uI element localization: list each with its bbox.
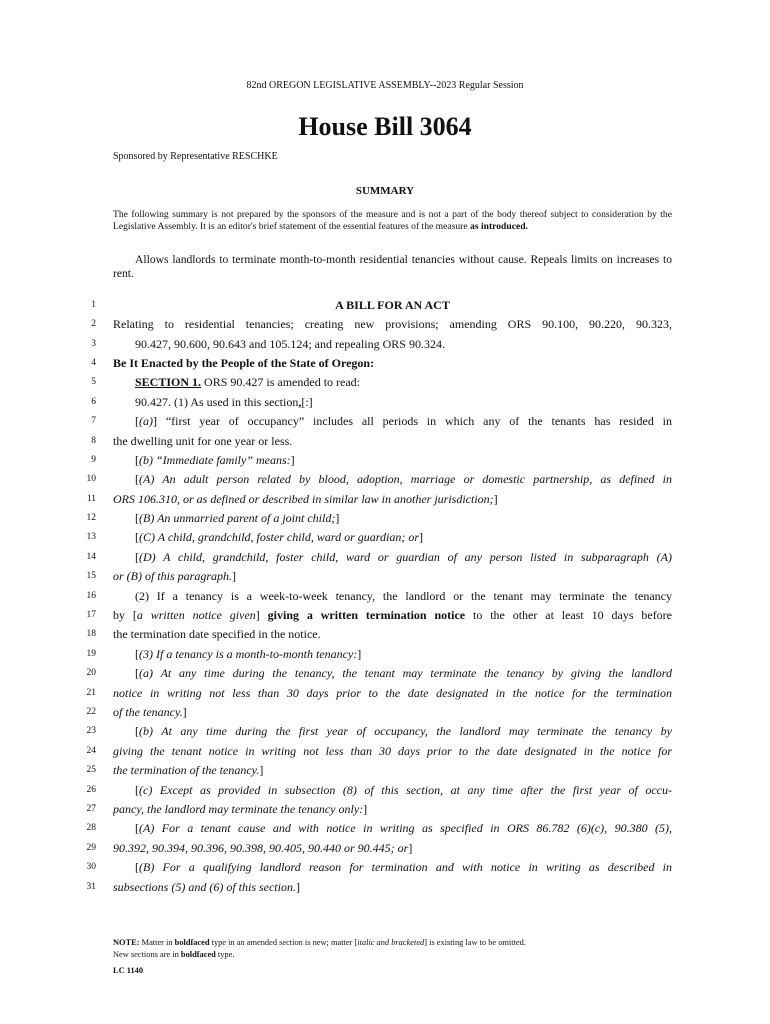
bill-line bbox=[113, 878, 672, 897]
bracket: [ bbox=[135, 724, 139, 738]
bill-line bbox=[113, 761, 672, 780]
line-number: 23 bbox=[86, 726, 96, 736]
note-text: New sections are in bbox=[113, 949, 181, 959]
bill-line: 90.427, 90.600, 90.643 and 105.124; and repealing ORS 90.324. bbox=[135, 337, 445, 351]
bill-line bbox=[113, 781, 672, 800]
line-number: 21 bbox=[86, 688, 96, 698]
note-text: ] is existing law to be omitted. bbox=[424, 938, 526, 947]
deleted-text: (A) An adult person related by blood, adoption, marriage or domestic partnership, as defined in bbox=[139, 472, 672, 486]
line-number: 24 bbox=[86, 746, 96, 756]
line-number: 8 bbox=[91, 436, 96, 446]
bill-line bbox=[113, 839, 672, 858]
bill-text: by [ bbox=[113, 608, 137, 622]
line-number: 1 bbox=[91, 300, 96, 310]
footnote-line bbox=[113, 937, 672, 949]
line-number: 3 bbox=[91, 339, 96, 349]
line-number: 10 bbox=[86, 474, 96, 484]
bill-text: ORS 90.427 is amended to read: bbox=[201, 375, 361, 389]
note-bold: boldfaced bbox=[174, 938, 210, 947]
deleted-text: (B) For a qualifying landlord reason for termination and with notice in writing as described in bbox=[139, 860, 672, 874]
bill-text: ] “first year of occupancy” includes all periods in which any of the tenants has resided in bbox=[153, 414, 672, 428]
bracket: [ bbox=[135, 453, 139, 467]
line-number: 31 bbox=[86, 882, 96, 892]
bill-line bbox=[113, 800, 672, 819]
line-number: 5 bbox=[91, 377, 96, 387]
note-text: type in an amended section is new; matter [ bbox=[209, 938, 358, 947]
bracket: [ bbox=[135, 511, 139, 525]
line-number: 4 bbox=[91, 358, 96, 368]
line-number: 19 bbox=[86, 649, 96, 659]
bill-line bbox=[113, 548, 672, 567]
note-text: type. bbox=[215, 949, 235, 959]
deleted-text: ORS 106.310, or as defined or described in similar law in another jurisdiction; bbox=[113, 492, 494, 506]
bill-line: (2) If a tenancy is a week-to-week tenancy, the landlord or the tenant may terminate the tenancy bbox=[135, 589, 672, 603]
bracket: ] bbox=[290, 453, 295, 467]
summary-heading: SUMMARY bbox=[355, 185, 415, 197]
bracket: ] bbox=[259, 763, 264, 777]
deleted-text: a written notice given bbox=[136, 608, 256, 622]
deleted-text: of the tenancy. bbox=[113, 705, 183, 719]
bracket: ] bbox=[255, 608, 268, 622]
bracket: [ bbox=[135, 860, 139, 874]
line-number: 28 bbox=[86, 823, 96, 833]
line-number: 18 bbox=[86, 629, 96, 639]
bracket: ] bbox=[493, 492, 498, 506]
sponsor-line: Sponsored by Representative RESCHKE bbox=[113, 151, 278, 162]
new-text: , bbox=[298, 395, 302, 409]
deleted-text: (C) A child, grandchild, foster child, ward or guardian; or bbox=[139, 530, 420, 544]
deleted-text: (b) “Immediate family” means: bbox=[139, 453, 291, 467]
deleted-text: (D) A child, grandchild, foster child, ward or guardian of any person listed in subparagraph (A) bbox=[139, 550, 672, 564]
footnote bbox=[113, 937, 672, 960]
note-bold: boldfaced bbox=[180, 949, 216, 959]
bracket: [ bbox=[135, 550, 139, 564]
deleted-text: pancy, the landlord may terminate the tenancy only: bbox=[113, 802, 364, 816]
line-number: 29 bbox=[86, 843, 96, 853]
deleted-text: (b) At any time during the first year of occupancy, the landlord may terminate the tenancy by bbox=[139, 724, 672, 738]
deleted-text: the termination of the tenancy. bbox=[113, 763, 260, 777]
session-header: 82nd OREGON LEGISLATIVE ASSEMBLY--2023 Regular Session bbox=[246, 80, 524, 91]
footnote-line bbox=[113, 949, 672, 961]
bill-line bbox=[113, 819, 672, 838]
deleted-text: (c) Except as provided in subsection (8) of this section, at any time after the first year of occu- bbox=[139, 783, 672, 797]
bill-line bbox=[113, 645, 672, 664]
bracket: [ bbox=[135, 821, 139, 835]
bill-line: Relating to residential tenancies; creating new provisions; amending ORS 90.100, 90.220, 90.323, bbox=[113, 317, 672, 331]
line-number: 12 bbox=[86, 513, 96, 523]
bill-line bbox=[113, 509, 672, 528]
line-number: 30 bbox=[86, 862, 96, 872]
deleted-text: or (B) of this paragraph. bbox=[113, 569, 233, 583]
bill-line bbox=[113, 567, 672, 586]
bill-line bbox=[113, 528, 672, 547]
bracket: [ bbox=[135, 530, 139, 544]
bill-text: to the other at least 10 days before bbox=[465, 608, 672, 622]
line-number: 9 bbox=[91, 455, 96, 465]
bracket: [ bbox=[135, 783, 139, 797]
bill-line bbox=[113, 393, 672, 412]
line-number: 13 bbox=[86, 532, 96, 542]
summary-text: Allows landlords to terminate month-to-month residential tenancies without cause. Repeals limits on increases to rent. bbox=[113, 253, 672, 280]
bracket: ] bbox=[232, 569, 237, 583]
note-italic: italic and bracketed bbox=[357, 938, 425, 947]
line-number: 7 bbox=[91, 416, 96, 426]
bracket: [ bbox=[135, 666, 139, 680]
line-number: 22 bbox=[86, 707, 96, 717]
bracket: ] bbox=[357, 647, 362, 661]
line-number: 27 bbox=[86, 804, 96, 814]
bracket: ] bbox=[363, 802, 368, 816]
deleted-text: (a) At any time during the tenancy, the tenant may terminate the tenancy by giving the landlord bbox=[139, 666, 672, 680]
bill-line bbox=[113, 470, 672, 489]
deleted-text: subsections (5) and (6) of this section. bbox=[113, 880, 296, 894]
bill-line bbox=[113, 703, 672, 722]
bill-line bbox=[113, 722, 672, 741]
deleted-text: (A) For a tenant cause and with notice in writing as specified in ORS 86.782 (6)(c), 90.380 (5), bbox=[139, 821, 672, 835]
line-number: 17 bbox=[86, 610, 96, 620]
bill-line bbox=[113, 490, 672, 509]
bill-line: notice in writing not less than 30 days prior to the date designated in the notice for the termination bbox=[113, 686, 672, 700]
bill-text: 90.427. (1) As used in this section bbox=[135, 395, 299, 409]
line-number: 14 bbox=[86, 552, 96, 562]
deleted-text: [:] bbox=[301, 395, 313, 409]
bill-line bbox=[113, 858, 672, 877]
line-number: 25 bbox=[86, 765, 96, 775]
line-number: 16 bbox=[86, 591, 96, 601]
bracket: [ bbox=[135, 647, 139, 661]
bracket: ] bbox=[295, 880, 300, 894]
bill-act-heading: A BILL FOR AN ACT bbox=[335, 298, 450, 312]
deleted-text: (a) bbox=[139, 414, 153, 428]
summary-disclaimer bbox=[113, 209, 672, 232]
bracket: ] bbox=[419, 530, 424, 544]
deleted-text: (3) If a tenancy is a month-to-month tenancy: bbox=[139, 647, 358, 661]
deleted-text: 90.392, 90.394, 90.396, 90.398, 90.405, 90.440 or 90.445; or bbox=[113, 841, 409, 855]
line-number: 11 bbox=[86, 494, 96, 504]
section-heading: SECTION 1. bbox=[135, 375, 202, 389]
bracket: ] bbox=[182, 705, 187, 719]
bill-line bbox=[113, 412, 672, 431]
bracket: ] bbox=[408, 841, 413, 855]
line-number: 26 bbox=[86, 785, 96, 795]
bill-line: the termination date specified in the notice. bbox=[113, 627, 321, 641]
bill-title: House Bill 3064 bbox=[298, 112, 472, 141]
new-text: giving a written termination notice bbox=[267, 608, 466, 622]
bill-line bbox=[113, 664, 672, 683]
line-number: 2 bbox=[91, 319, 96, 329]
bill-line bbox=[113, 451, 672, 470]
bill-line bbox=[113, 606, 672, 625]
bill-line: giving the tenant notice in writing not less than 30 days prior to the date designated in the notice for bbox=[113, 744, 672, 758]
bracket: [ bbox=[135, 472, 139, 486]
disclaimer-bold: as introduced. bbox=[470, 220, 528, 232]
line-number: 6 bbox=[91, 397, 96, 407]
deleted-text: (B) An unmarried parent of a joint child; bbox=[139, 511, 336, 525]
bill-line bbox=[113, 373, 672, 392]
note-label: NOTE: bbox=[113, 938, 140, 947]
bill-line: the dwelling unit for one year or less. bbox=[113, 434, 293, 448]
disclaimer-text: The following summary is not prepared by the sponsors of the measure and is not a part of the body thereof subject to consideration by the Legislative Assembly. It is an editor's brief statement of the essential features of the measure bbox=[113, 209, 672, 232]
bracket: ] bbox=[335, 511, 340, 525]
bracket: [ bbox=[135, 414, 139, 428]
note-text: Matter in bbox=[139, 938, 175, 947]
line-number: 20 bbox=[86, 668, 96, 678]
enacting-clause: Be It Enacted by the People of the State of Oregon: bbox=[113, 356, 375, 370]
line-number: 15 bbox=[86, 571, 96, 581]
lc-number: LC 1140 bbox=[113, 966, 144, 975]
